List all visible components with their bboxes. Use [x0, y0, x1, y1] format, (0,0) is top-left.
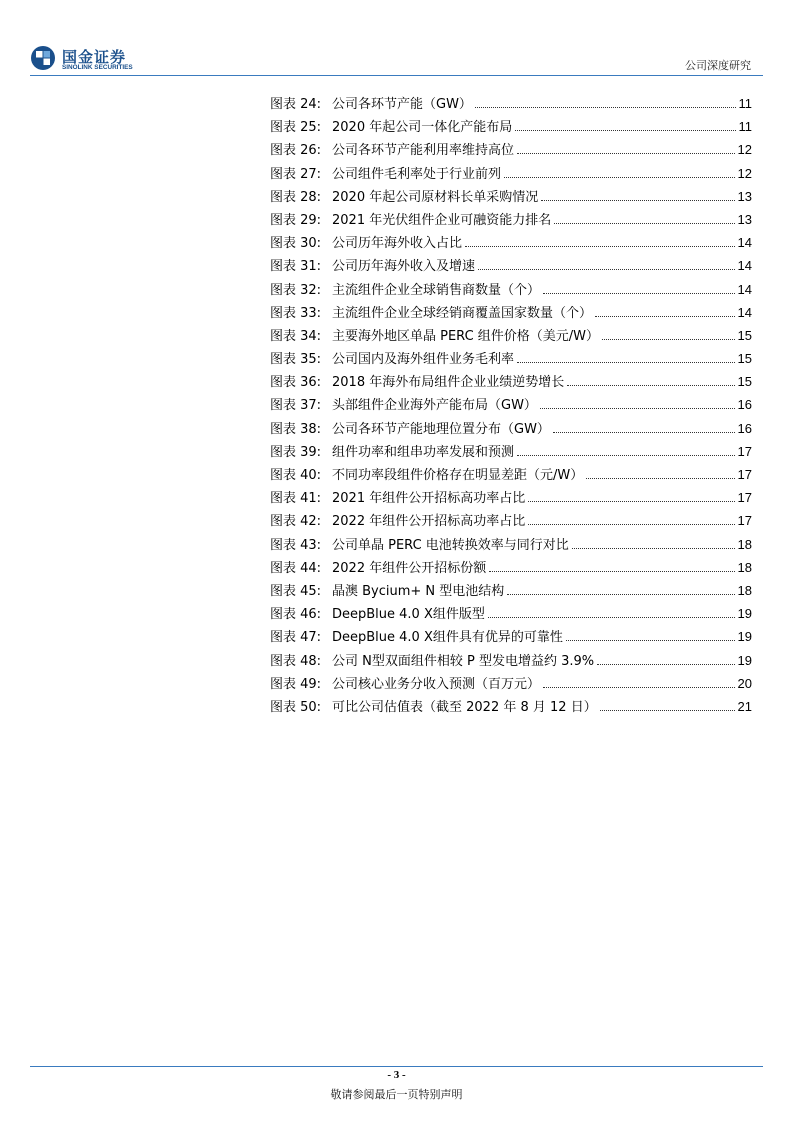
- leader-dots: [553, 432, 735, 433]
- toc-entry[interactable]: [270, 394, 752, 417]
- sinolink-logo-icon: [30, 45, 56, 71]
- page-ref: 15: [737, 351, 752, 367]
- figure-title: 主要海外地区单晶 PERC 组件价格（美元/W）: [332, 328, 600, 344]
- figure-label: 图表 46:: [270, 607, 322, 623]
- toc-entry[interactable]: [270, 580, 752, 603]
- figure-title: 公司国内及海外组件业务毛利率: [332, 352, 515, 368]
- leader-dots: [602, 339, 735, 340]
- page-ref: 21: [737, 698, 752, 714]
- leader-dots: [465, 246, 735, 247]
- page-ref: 19: [737, 629, 752, 645]
- figure-title: 不同功率段组件价格存在明显差距（元/W）: [332, 468, 584, 483]
- disclaimer: 敬请参阅最后一页特别声明: [330, 1088, 463, 1101]
- figure-title: 公司组件毛利率处于行业前列: [332, 166, 502, 182]
- page-ref: 19: [737, 652, 752, 668]
- leader-dots: [572, 548, 735, 549]
- figure-label: 图表 35:: [270, 352, 322, 368]
- figure-label: 图表 37:: [270, 398, 322, 414]
- figure-label: 图表 24:: [270, 97, 322, 112]
- figure-label: 图表 34:: [270, 328, 322, 344]
- figure-title: 2021 年光伏组件企业可融资能力排名: [332, 212, 552, 228]
- page-ref: 15: [737, 327, 752, 343]
- page-ref: 16: [737, 397, 752, 413]
- leader-dots: [475, 107, 736, 108]
- page-ref: 14: [737, 235, 752, 251]
- leader-dots: [517, 455, 735, 456]
- page-ref: 11: [738, 96, 752, 111]
- page-ref: 18: [737, 536, 752, 552]
- toc-entry[interactable]: [270, 441, 752, 464]
- leader-dots: [517, 362, 735, 363]
- figure-title: DeepBlue 4.0 X组件版型: [332, 607, 485, 623]
- leader-dots: [595, 316, 735, 317]
- figure-label: 图表 25:: [270, 120, 322, 136]
- leader-dots: [600, 710, 735, 711]
- toc-entry[interactable]: [270, 139, 752, 162]
- leader-dots: [528, 501, 734, 502]
- figure-label: 图表 47:: [270, 630, 322, 646]
- toc-entry[interactable]: [270, 557, 752, 580]
- page-ref: 17: [737, 513, 752, 529]
- page-ref: 14: [737, 258, 752, 274]
- figure-index-list: [270, 93, 752, 719]
- leader-dots: [543, 293, 735, 294]
- figure-title: 公司历年海外收入占比: [332, 236, 463, 252]
- figure-title: 公司各环节产能（GW）: [332, 97, 472, 112]
- figure-title: 2020 年起公司原材料长单采购情况: [332, 189, 539, 205]
- toc-entry[interactable]: [270, 487, 752, 510]
- figure-title: 公司 N型双面组件相较 P 型发电增益约 3.9%: [332, 653, 595, 669]
- page-ref: 12: [737, 142, 752, 158]
- toc-entry[interactable]: [270, 163, 752, 186]
- toc-entry[interactable]: [270, 650, 752, 673]
- leader-dots: [507, 594, 734, 595]
- toc-entry[interactable]: [270, 371, 752, 394]
- figure-title: 头部组件企业海外产能布局（GW）: [332, 398, 537, 414]
- page-number: - 3 -: [387, 1069, 406, 1081]
- footer-divider: [30, 1066, 763, 1067]
- page-ref: 11: [738, 119, 752, 135]
- toc-entry[interactable]: [270, 534, 752, 557]
- company-logo: [30, 45, 150, 75]
- leader-dots: [517, 153, 735, 154]
- leader-dots: [488, 617, 735, 618]
- page-ref: 13: [737, 211, 752, 227]
- figure-title: 主流组件企业全球经销商覆盖国家数量（个）: [332, 305, 593, 321]
- figure-label: 图表 26:: [270, 143, 322, 159]
- toc-entry[interactable]: [270, 279, 752, 302]
- figure-label: 图表 45:: [270, 583, 322, 599]
- figure-title: 公司核心业务分收入预测（百万元）: [332, 676, 541, 692]
- figure-title: DeepBlue 4.0 X组件具有优异的可靠性: [332, 630, 563, 646]
- toc-entry[interactable]: [270, 302, 752, 325]
- page-ref: 13: [737, 188, 752, 204]
- page-ref: 17: [737, 443, 752, 459]
- leader-dots: [597, 664, 734, 665]
- page-ref: 15: [737, 374, 752, 390]
- toc-entry[interactable]: [270, 255, 752, 278]
- figure-title: 2022 年组件公开招标份额: [332, 560, 487, 576]
- page-ref: 17: [737, 490, 752, 506]
- figure-label: 图表 41:: [270, 491, 322, 507]
- page-ref: 12: [737, 165, 752, 181]
- leader-dots: [489, 571, 734, 572]
- toc-entry[interactable]: [270, 325, 752, 348]
- leader-dots: [478, 269, 735, 270]
- figure-label: 图表 42:: [270, 514, 322, 530]
- page-ref: 18: [737, 582, 752, 598]
- figure-label: 图表 43:: [270, 537, 322, 553]
- figure-label: 图表 30:: [270, 236, 322, 252]
- toc-entry[interactable]: [270, 186, 752, 209]
- figure-label: 图表 39:: [270, 444, 322, 460]
- toc-entry[interactable]: [270, 209, 752, 232]
- leader-dots: [566, 640, 735, 641]
- header-divider: [30, 75, 763, 76]
- figure-label: 图表 38:: [270, 421, 322, 437]
- toc-entry[interactable]: [270, 673, 752, 696]
- leader-dots: [504, 177, 735, 178]
- figure-title: 2018 年海外布局组件企业业绩逆势增长: [332, 375, 565, 391]
- figure-label: 图表 40:: [270, 468, 322, 483]
- page-ref: 17: [737, 467, 752, 482]
- figure-title: 组件功率和组串功率发展和预测: [332, 444, 515, 460]
- leader-dots: [543, 687, 735, 688]
- leader-dots: [586, 478, 734, 479]
- leader-dots: [567, 385, 734, 386]
- figure-title: 2021 年组件公开招标高功率占比: [332, 491, 526, 507]
- figure-title: 2020 年起公司一体化产能布局: [332, 120, 513, 136]
- toc-entry[interactable]: [270, 93, 752, 116]
- leader-dots: [515, 130, 735, 131]
- logo-text-en: SINOLINK SECURITIES: [62, 64, 133, 71]
- leader-dots: [541, 200, 734, 201]
- logo-text-cn: 国金证券: [62, 48, 127, 66]
- page-ref: 14: [737, 281, 752, 297]
- toc-entry[interactable]: [270, 603, 752, 626]
- toc-entry[interactable]: [270, 348, 752, 371]
- toc-entry[interactable]: [270, 626, 752, 649]
- figure-title: 主流组件企业全球销售商数量（个）: [332, 282, 541, 298]
- figure-label: 图表 29:: [270, 212, 322, 228]
- page-ref: 18: [737, 559, 752, 575]
- toc-entry[interactable]: [270, 418, 752, 441]
- figure-label: 图表 44:: [270, 560, 322, 576]
- leader-dots: [528, 524, 734, 525]
- figure-label: 图表 50:: [270, 699, 322, 715]
- figure-label: 图表 36:: [270, 375, 322, 391]
- figure-title: 可比公司估值表（截至 2022 年 8 月 12 日）: [332, 699, 597, 715]
- toc-entry[interactable]: [270, 116, 752, 139]
- toc-entry[interactable]: [270, 232, 752, 255]
- figure-label: 图表 49:: [270, 676, 322, 692]
- toc-entry[interactable]: [270, 510, 752, 533]
- figure-title: 公司各环节产能地理位置分布（GW）: [332, 421, 550, 437]
- leader-dots: [554, 223, 734, 224]
- page-ref: 16: [737, 420, 752, 436]
- figure-label: 图表 31:: [270, 259, 322, 275]
- page-ref: 19: [737, 606, 752, 622]
- figure-title: 公司各环节产能利用率维持高位: [332, 143, 515, 159]
- figure-title: 晶澳 Bycium+ N 型电池结构: [332, 583, 505, 599]
- leader-dots: [540, 408, 735, 409]
- report-type: 公司深度研究: [685, 59, 751, 72]
- toc-entry[interactable]: [270, 696, 752, 719]
- figure-label: 图表 27:: [270, 166, 322, 182]
- page-ref: 20: [737, 675, 752, 691]
- figure-label: 图表 32:: [270, 282, 322, 298]
- figure-label: 图表 28:: [270, 189, 322, 205]
- figure-label: 图表 33:: [270, 305, 322, 321]
- page-ref: 14: [737, 304, 752, 320]
- figure-title: 公司历年海外收入及增速: [332, 259, 476, 275]
- figure-title: 2022 年组件公开招标高功率占比: [332, 514, 526, 530]
- figure-label: 图表 48:: [270, 653, 322, 669]
- toc-entry[interactable]: [270, 464, 752, 487]
- figure-title: 公司单晶 PERC 电池转换效率与同行对比: [332, 537, 569, 553]
